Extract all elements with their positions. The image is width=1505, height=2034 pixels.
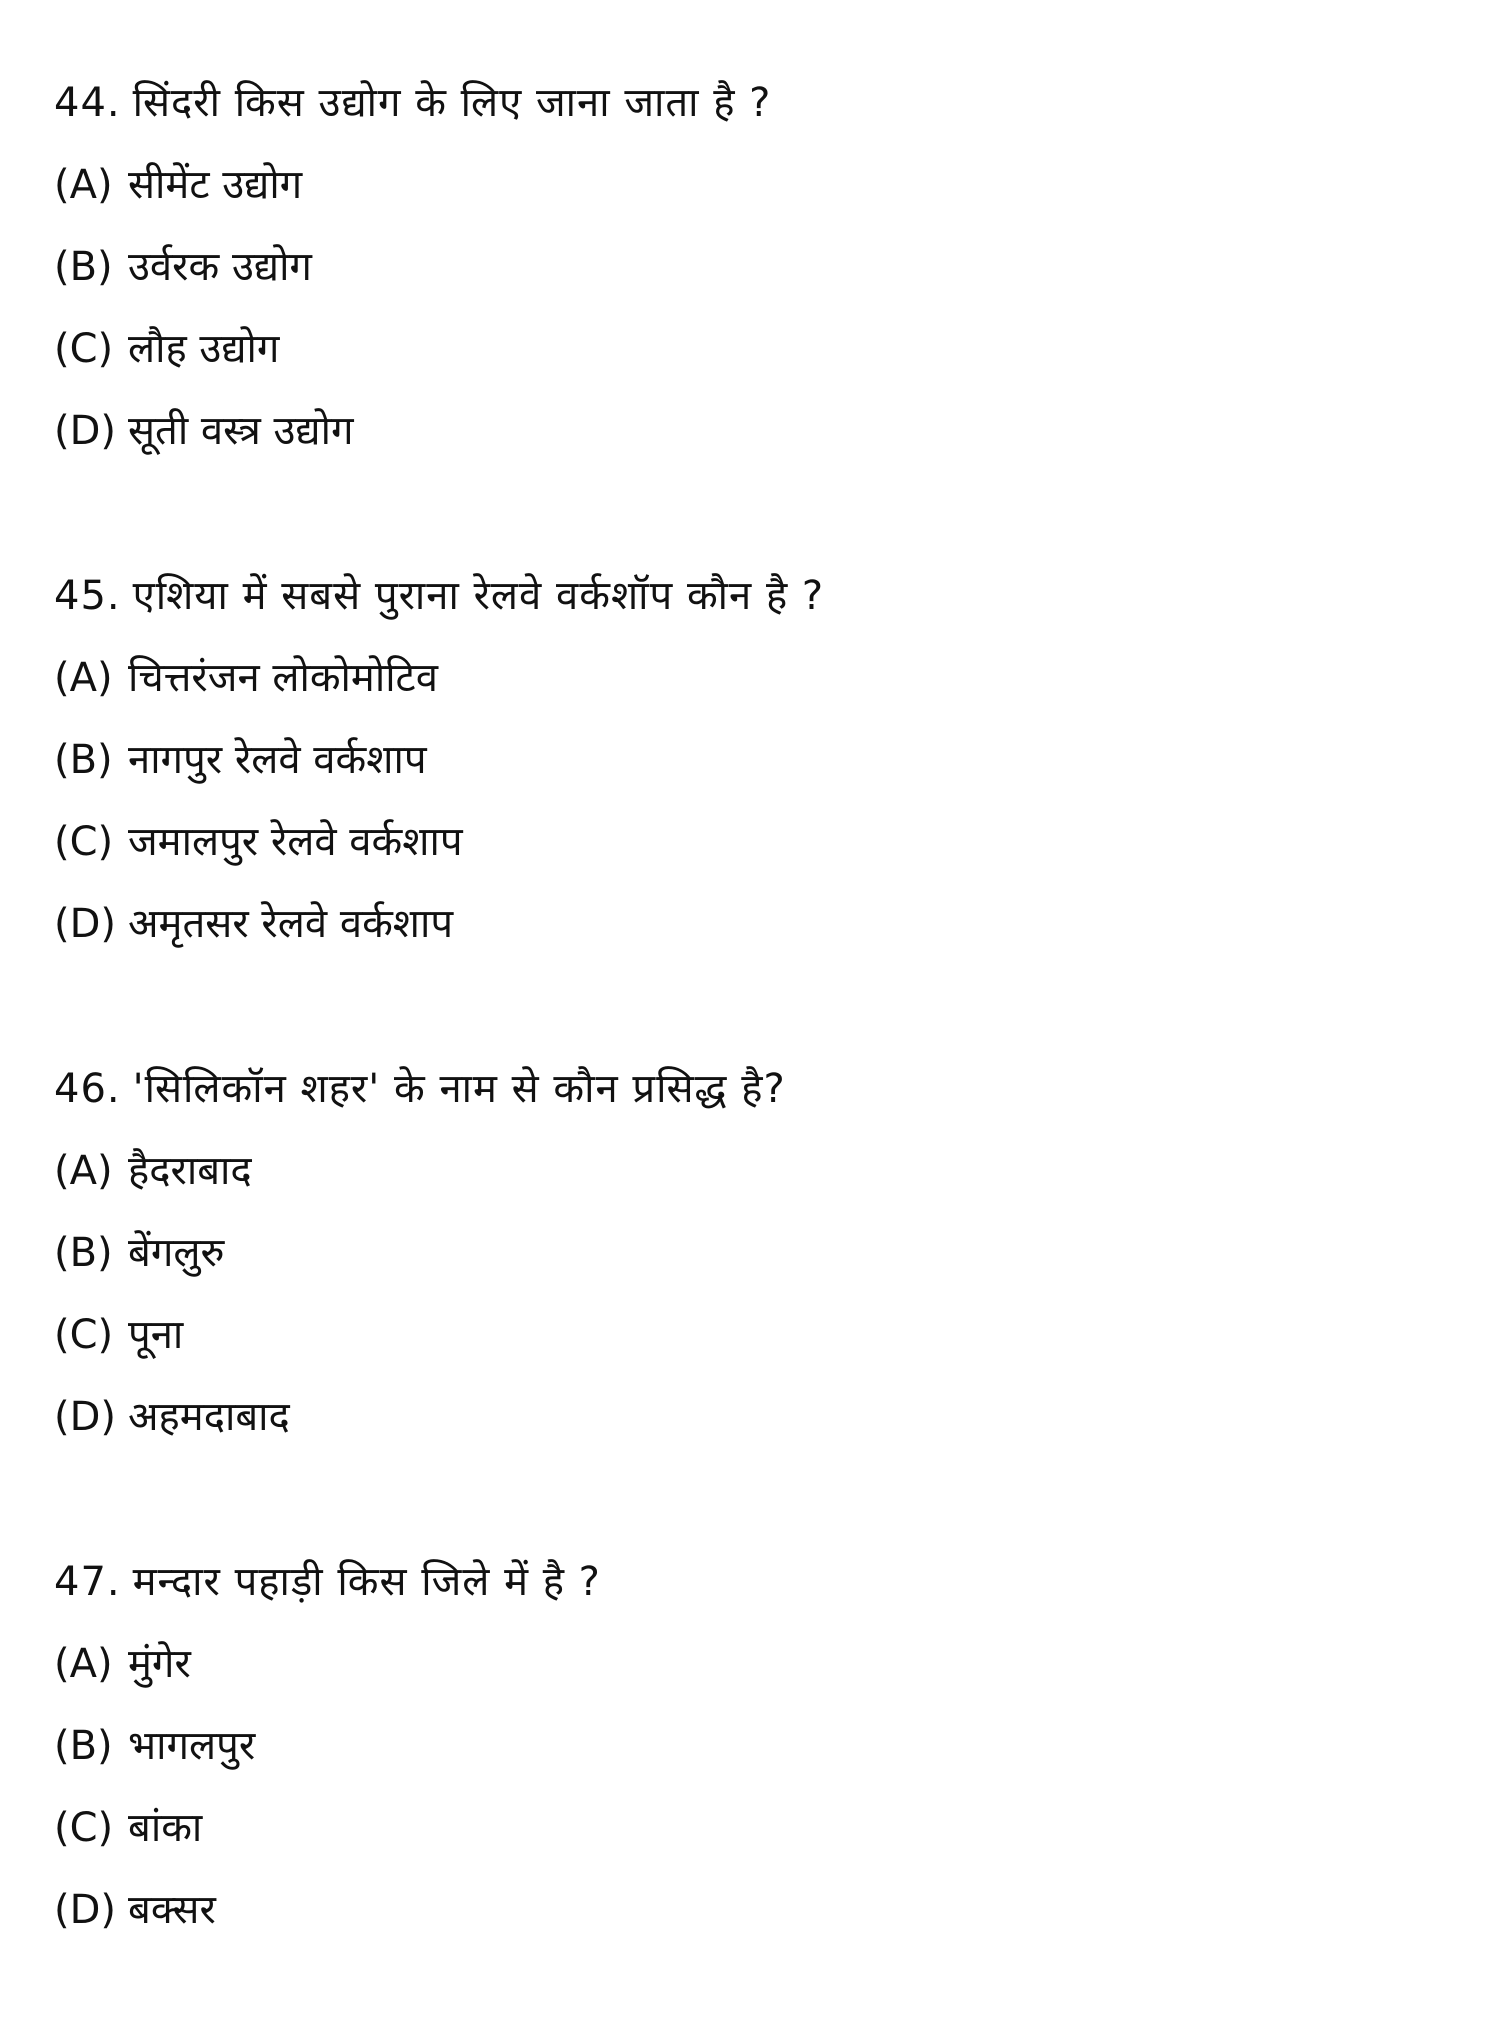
question-44: [54, 62, 1454, 472]
option-d: [54, 1869, 1454, 1951]
option-letter: (B): [54, 737, 113, 783]
option-a: [54, 144, 1454, 226]
option-text: बेंगलुरु: [128, 1230, 225, 1276]
option-text: बांका: [128, 1805, 203, 1851]
question-number: 47.: [54, 1559, 121, 1605]
question-number: 46.: [54, 1066, 121, 1112]
option-text: उर्वरक उद्योग: [128, 244, 312, 290]
option-text: सीमेंट उद्योग: [128, 162, 303, 208]
option-letter: (C): [54, 1805, 114, 1851]
question-text: मन्दार पहाड़ी किस जिले में है ?: [132, 1559, 601, 1605]
option-c: [54, 1787, 1454, 1869]
option-b: [54, 1212, 1454, 1294]
option-text: सूती वस्त्र उद्योग: [128, 408, 354, 454]
option-letter: (A): [54, 655, 113, 701]
option-b: [54, 1705, 1454, 1787]
option-d: [54, 883, 1454, 965]
question-46: [54, 1048, 1454, 1458]
option-text: भागलपुर: [128, 1723, 256, 1769]
option-text: नागपुर रेलवे वर्कशाप: [128, 737, 427, 783]
option-text: बक्सर: [128, 1887, 216, 1933]
option-b: [54, 226, 1454, 308]
question-text: सिंदरी किस उद्योग के लिए जाना जाता है ?: [132, 80, 772, 126]
option-letter: (B): [54, 1723, 113, 1769]
option-letter: (D): [54, 1887, 117, 1933]
question-number: 45.: [54, 573, 121, 619]
option-a: [54, 1130, 1454, 1212]
option-c: [54, 801, 1454, 883]
question-text-line: [54, 1048, 1454, 1130]
option-a: [54, 637, 1454, 719]
option-letter: (A): [54, 1641, 113, 1687]
option-d: [54, 390, 1454, 472]
option-letter: (D): [54, 1394, 117, 1440]
option-text: अमृतसर रेलवे वर्कशाप: [128, 901, 454, 947]
option-letter: (D): [54, 408, 117, 454]
question-text-line: [54, 555, 1454, 637]
option-text: अहमदाबाद: [128, 1394, 290, 1440]
option-d: [54, 1376, 1454, 1458]
question-47: [54, 1541, 1454, 1951]
option-letter: (B): [54, 1230, 113, 1276]
option-text: हैदराबाद: [128, 1148, 252, 1194]
option-letter: (C): [54, 326, 114, 372]
question-text: एशिया में सबसे पुराना रेलवे वर्कशॉप कौन है ?: [132, 573, 825, 619]
question-text-line: [54, 1541, 1454, 1623]
option-letter: (B): [54, 244, 113, 290]
option-text: पूना: [128, 1312, 184, 1358]
option-c: [54, 1294, 1454, 1376]
option-letter: (C): [54, 1312, 114, 1358]
option-b: [54, 719, 1454, 801]
question-number: 44.: [54, 80, 121, 126]
option-text: लौह उद्योग: [128, 326, 280, 372]
option-text: जमालपुर रेलवे वर्कशाप: [128, 819, 463, 865]
option-letter: (C): [54, 819, 114, 865]
option-text: मुंगेर: [128, 1641, 191, 1687]
option-letter: (A): [54, 162, 113, 208]
option-c: [54, 308, 1454, 390]
question-text-line: [54, 62, 1454, 144]
option-letter: (D): [54, 901, 117, 947]
question-text: 'सिलिकॉन शहर' के नाम से कौन प्रसिद्ध है?: [132, 1066, 786, 1112]
question-45: [54, 555, 1454, 965]
option-letter: (A): [54, 1148, 113, 1194]
option-a: [54, 1623, 1454, 1705]
option-text: चित्तरंजन लोकोमोटिव: [128, 655, 438, 701]
